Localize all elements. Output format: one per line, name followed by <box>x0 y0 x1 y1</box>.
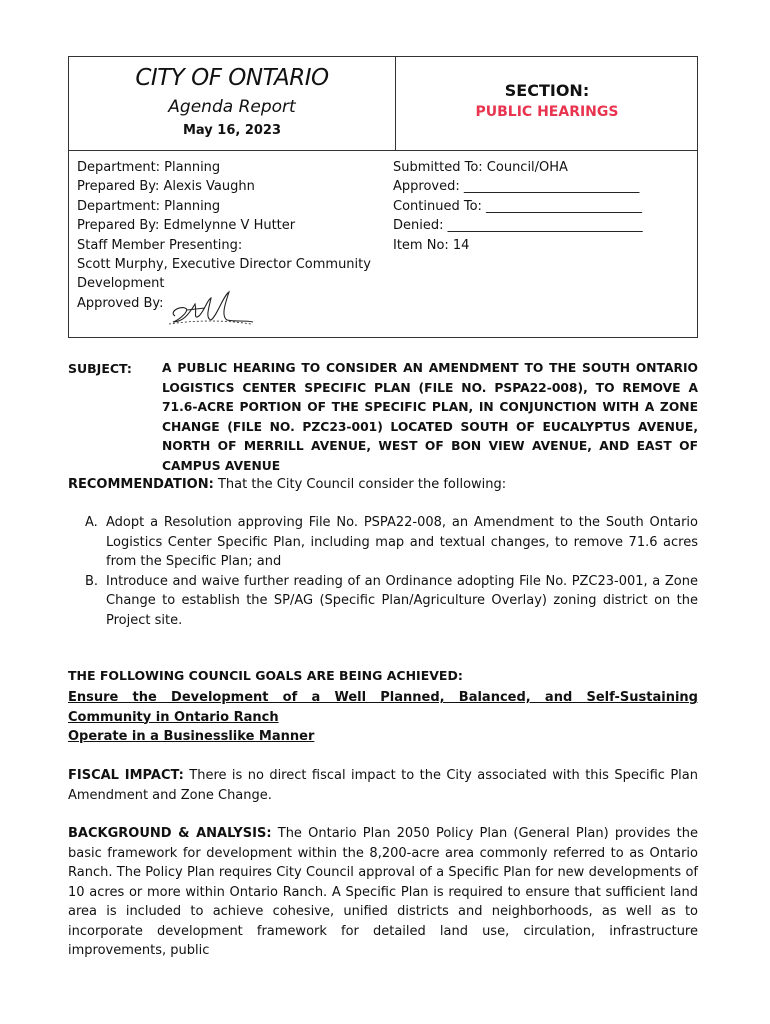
list-item <box>68 513 698 572</box>
report-subtitle: Agenda Report <box>168 97 296 117</box>
subject-text: A PUBLIC HEARING TO CONSIDER AN AMENDMENT TO THE SOUTH ONTARIO LOGISTICS CENTER SPECIFIC PLAN (FILE NO. PSPA22-008), TO REMOVE A 71.6-ACRE PORTION OF THE SPECIFIC PLAN, IN CONJUNCTION WITH A ZONE CHANGE (FILE NO. PZC23-001) LOCATED SOUTH OF EUCALYPTUS AVENUE, NORTH OF MERRILL AVENUE, WEST OF BON VIEW AVENUE, AND EAST OF CAMPUS AVENUE <box>162 361 698 473</box>
info-approved-by: Approved By: <box>77 295 164 311</box>
recommendation-list <box>68 513 698 630</box>
list-item-text: Introduce and waive further reading of an Ordinance adopting File No. PZC23-001, a Zone Change to establish the SP/AG (Specific Plan/Agriculture Overlay) zoning district on the Project site. <box>106 573 698 628</box>
signature-image <box>165 286 255 328</box>
header-divider-horizontal <box>69 150 697 151</box>
fiscal-impact-text: There is no direct fiscal impact to the City associated with this Specific Plan Amendment and Zone Change. <box>68 768 698 803</box>
info-staff-name-cont: Development <box>77 276 165 292</box>
report-date: May 16, 2023 <box>182 123 282 138</box>
info-submitted-to: Submitted To: Council/OHA <box>393 160 568 175</box>
recommendation-text: That the City Council consider the following: <box>217 477 507 492</box>
info-staff-presenting: Staff Member Presenting: <box>77 237 243 253</box>
info-department: Department: Planning <box>77 160 221 175</box>
background-label: BACKGROUND & ANALYSIS: <box>68 826 272 841</box>
info-approved: Approved: ___________________________ <box>393 179 640 195</box>
list-item <box>68 572 698 631</box>
info-denied: Denied: ______________________________ <box>393 218 643 234</box>
recommendation-label: RECOMMENDATION: <box>68 477 214 492</box>
list-marker: B. <box>85 573 99 589</box>
recommendation-paragraph <box>68 475 698 495</box>
section-label: SECTION: <box>504 81 590 100</box>
info-staff-name: Scott Murphy, Executive Director Community <box>77 257 371 273</box>
section-name: PUBLIC HEARINGS <box>475 104 619 120</box>
city-title: CITY OF ONTARIO <box>135 65 329 91</box>
info-prepared-by: Prepared By: Edmelynne V Hutter <box>77 218 296 234</box>
background-paragraph <box>68 824 698 961</box>
council-goal: Operate in a Businesslike Manner <box>68 729 315 744</box>
submission-info-column <box>393 158 693 255</box>
info-prepared-by: Prepared By: Alexis Vaughn <box>77 179 255 195</box>
council-goal: Ensure the Development of a Well Planned, Balanced, and Self-Sustaining Community in Ontario Ranch <box>68 690 698 725</box>
council-goals-heading: THE FOLLOWING COUNCIL GOALS ARE BEING ACHIEVED: <box>68 668 463 683</box>
fiscal-impact-label: FISCAL IMPACT: <box>68 768 184 783</box>
info-department: Department: Planning <box>77 198 221 214</box>
list-marker: A. <box>85 515 98 530</box>
fiscal-impact-paragraph <box>68 766 698 805</box>
subject-label: SUBJECT: <box>68 361 132 376</box>
list-item-text: Adopt a Resolution approving File No. PSPA22-008, an Amendment to the South Ontario Logistics Center Specific Plan, including map and textual changes, to remove 71.6 acres from the Specific Plan; and <box>106 515 698 569</box>
background-text: The Ontario Plan 2050 Policy Plan (General Plan) provides the basic framework for development within the 8,200-acre area commonly referred to as Ontario Ranch. The Policy Plan requires City Council approval of a Specific Plan for new developments of 10 acres or more within Ontario Ranch. A Specific Plan is required to ensure that sufficient land area is included to achieve cohesive, unified districts and neighborhoods, as well as to incorporate development framework for detailed land use, circulation, infrastructure improvements, public <box>68 826 698 958</box>
info-item-no: Item No: 14 <box>393 237 470 253</box>
info-continued-to: Continued To: ________________________ <box>393 198 643 214</box>
report-header-box <box>68 56 698 338</box>
